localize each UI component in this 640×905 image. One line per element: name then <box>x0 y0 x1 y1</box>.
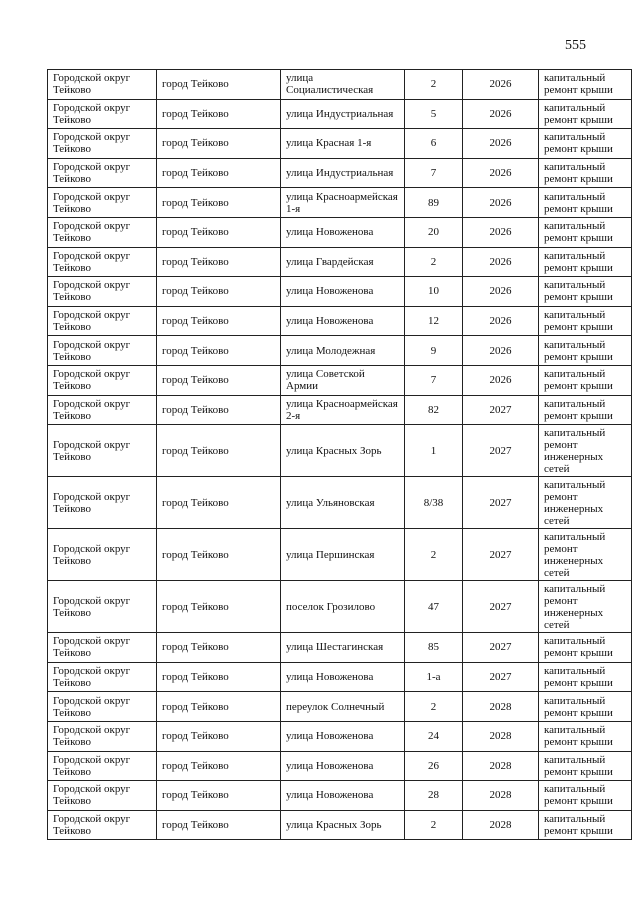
table-row <box>48 425 632 477</box>
locality-cell: город Тейково <box>157 581 281 633</box>
table-row <box>48 129 632 159</box>
municipality-cell: Городской округ Тейково <box>48 692 157 722</box>
municipality-cell: Городской округ Тейково <box>48 70 157 100</box>
house-number-cell: 5 <box>405 99 463 129</box>
street-cell: улица Новоженова <box>281 781 405 811</box>
year-cell: 2027 <box>463 425 539 477</box>
work-type-cell: капитальный ремонт инженерных сетей <box>539 529 632 581</box>
municipality-cell: Городской округ Тейково <box>48 529 157 581</box>
year-cell: 2026 <box>463 99 539 129</box>
house-number-cell: 7 <box>405 158 463 188</box>
street-cell: улица Социалистическая <box>281 70 405 100</box>
year-cell: 2026 <box>463 217 539 247</box>
street-cell: улица Советской Армии <box>281 365 405 395</box>
year-cell: 2026 <box>463 247 539 277</box>
municipality-cell: Городской округ Тейково <box>48 810 157 840</box>
municipality-cell: Городской округ Тейково <box>48 581 157 633</box>
street-cell: улица Першинская <box>281 529 405 581</box>
table-row <box>48 247 632 277</box>
house-number-cell: 24 <box>405 721 463 751</box>
table-row <box>48 692 632 722</box>
year-cell: 2026 <box>463 277 539 307</box>
year-cell: 2028 <box>463 751 539 781</box>
year-cell: 2027 <box>463 529 539 581</box>
locality-cell: город Тейково <box>157 70 281 100</box>
municipality-cell: Городской округ Тейково <box>48 395 157 425</box>
municipality-cell: Городской округ Тейково <box>48 721 157 751</box>
locality-cell: город Тейково <box>157 751 281 781</box>
locality-cell: город Тейково <box>157 529 281 581</box>
municipality-cell: Городской округ Тейково <box>48 781 157 811</box>
municipality-cell: Городской округ Тейково <box>48 247 157 277</box>
locality-cell: город Тейково <box>157 247 281 277</box>
street-cell: улица Гвардейская <box>281 247 405 277</box>
house-number-cell: 2 <box>405 70 463 100</box>
street-cell: улица Шестагинская <box>281 633 405 663</box>
street-cell: улица Новоженова <box>281 751 405 781</box>
table-row <box>48 158 632 188</box>
work-type-cell: капитальный ремонт крыши <box>539 188 632 218</box>
municipality-cell: Городской округ Тейково <box>48 217 157 247</box>
table-row <box>48 751 632 781</box>
street-cell: улица Индустриальная <box>281 99 405 129</box>
year-cell: 2026 <box>463 306 539 336</box>
street-cell: улица Новоженова <box>281 721 405 751</box>
house-number-cell: 1-а <box>405 662 463 692</box>
work-type-cell: капитальный ремонт крыши <box>539 751 632 781</box>
work-type-cell: капитальный ремонт крыши <box>539 99 632 129</box>
municipality-cell: Городской округ Тейково <box>48 425 157 477</box>
table-row <box>48 365 632 395</box>
municipality-cell: Городской округ Тейково <box>48 336 157 366</box>
municipality-cell: Городской округ Тейково <box>48 633 157 663</box>
table-row <box>48 633 632 663</box>
work-type-cell: капитальный ремонт крыши <box>539 247 632 277</box>
table-row <box>48 662 632 692</box>
year-cell: 2027 <box>463 581 539 633</box>
table-row <box>48 336 632 366</box>
house-number-cell: 89 <box>405 188 463 218</box>
street-cell: улица Новоженова <box>281 306 405 336</box>
table-row <box>48 395 632 425</box>
municipality-cell: Городской округ Тейково <box>48 662 157 692</box>
locality-cell: город Тейково <box>157 692 281 722</box>
house-number-cell: 2 <box>405 247 463 277</box>
table-row <box>48 99 632 129</box>
municipality-cell: Городской округ Тейково <box>48 99 157 129</box>
year-cell: 2027 <box>463 477 539 529</box>
municipality-cell: Городской округ Тейково <box>48 365 157 395</box>
locality-cell: город Тейково <box>157 633 281 663</box>
locality-cell: город Тейково <box>157 99 281 129</box>
house-number-cell: 82 <box>405 395 463 425</box>
year-cell: 2026 <box>463 336 539 366</box>
locality-cell: город Тейково <box>157 662 281 692</box>
work-type-cell: капитальный ремонт крыши <box>539 336 632 366</box>
street-cell: улица Новоженова <box>281 277 405 307</box>
street-cell: улица Новоженова <box>281 662 405 692</box>
house-number-cell: 47 <box>405 581 463 633</box>
work-type-cell: капитальный ремонт крыши <box>539 277 632 307</box>
house-number-cell: 85 <box>405 633 463 663</box>
locality-cell: город Тейково <box>157 395 281 425</box>
work-type-cell: капитальный ремонт крыши <box>539 810 632 840</box>
work-type-cell: капитальный ремонт крыши <box>539 158 632 188</box>
street-cell: улица Красных Зорь <box>281 810 405 840</box>
year-cell: 2026 <box>463 365 539 395</box>
table-row <box>48 581 632 633</box>
street-cell: переулок Солнечный <box>281 692 405 722</box>
locality-cell: город Тейково <box>157 810 281 840</box>
locality-cell: город Тейково <box>157 277 281 307</box>
year-cell: 2027 <box>463 662 539 692</box>
page-number: 555 <box>565 38 586 53</box>
work-type-cell: капитальный ремонт инженерных сетей <box>539 425 632 477</box>
table-row <box>48 306 632 336</box>
house-number-cell: 8/38 <box>405 477 463 529</box>
year-cell: 2026 <box>463 129 539 159</box>
locality-cell: город Тейково <box>157 425 281 477</box>
table-body <box>48 70 632 840</box>
street-cell: улица Молодежная <box>281 336 405 366</box>
work-type-cell: капитальный ремонт крыши <box>539 721 632 751</box>
municipality-cell: Городской округ Тейково <box>48 188 157 218</box>
table-row <box>48 277 632 307</box>
work-type-cell: капитальный ремонт крыши <box>539 365 632 395</box>
work-type-cell: капитальный ремонт крыши <box>539 70 632 100</box>
house-number-cell: 20 <box>405 217 463 247</box>
house-number-cell: 28 <box>405 781 463 811</box>
table-row <box>48 70 632 100</box>
locality-cell: город Тейково <box>157 188 281 218</box>
street-cell: улица Красных Зорь <box>281 425 405 477</box>
locality-cell: город Тейково <box>157 721 281 751</box>
year-cell: 2028 <box>463 810 539 840</box>
work-type-cell: капитальный ремонт крыши <box>539 662 632 692</box>
house-number-cell: 1 <box>405 425 463 477</box>
locality-cell: город Тейково <box>157 477 281 529</box>
street-cell: улица Красноармейская 2-я <box>281 395 405 425</box>
locality-cell: город Тейково <box>157 306 281 336</box>
street-cell: улица Ульяновская <box>281 477 405 529</box>
table-row <box>48 721 632 751</box>
work-type-cell: капитальный ремонт крыши <box>539 633 632 663</box>
table-row <box>48 188 632 218</box>
house-number-cell: 2 <box>405 692 463 722</box>
year-cell: 2028 <box>463 781 539 811</box>
locality-cell: город Тейково <box>157 365 281 395</box>
street-cell: улица Индустриальная <box>281 158 405 188</box>
municipality-cell: Городской округ Тейково <box>48 158 157 188</box>
year-cell: 2026 <box>463 158 539 188</box>
year-cell: 2026 <box>463 188 539 218</box>
street-cell: поселок Грозилово <box>281 581 405 633</box>
locality-cell: город Тейково <box>157 129 281 159</box>
work-type-cell: капитальный ремонт крыши <box>539 129 632 159</box>
work-type-cell: капитальный ремонт инженерных сетей <box>539 581 632 633</box>
house-number-cell: 12 <box>405 306 463 336</box>
house-number-cell: 7 <box>405 365 463 395</box>
municipality-cell: Городской округ Тейково <box>48 129 157 159</box>
municipality-cell: Городской округ Тейково <box>48 306 157 336</box>
municipality-cell: Городской округ Тейково <box>48 477 157 529</box>
street-cell: улица Новоженова <box>281 217 405 247</box>
year-cell: 2026 <box>463 70 539 100</box>
work-type-cell: капитальный ремонт крыши <box>539 692 632 722</box>
municipality-cell: Городской округ Тейково <box>48 751 157 781</box>
locality-cell: город Тейково <box>157 158 281 188</box>
work-type-cell: капитальный ремонт крыши <box>539 217 632 247</box>
table-row <box>48 810 632 840</box>
work-type-cell: капитальный ремонт инженерных сетей <box>539 477 632 529</box>
locality-cell: город Тейково <box>157 336 281 366</box>
house-number-cell: 2 <box>405 810 463 840</box>
street-cell: улица Красная 1-я <box>281 129 405 159</box>
house-number-cell: 2 <box>405 529 463 581</box>
table-row <box>48 529 632 581</box>
repair-program-table <box>47 69 632 840</box>
street-cell: улица Красноармейская 1-я <box>281 188 405 218</box>
table-row <box>48 217 632 247</box>
work-type-cell: капитальный ремонт крыши <box>539 781 632 811</box>
house-number-cell: 9 <box>405 336 463 366</box>
year-cell: 2027 <box>463 633 539 663</box>
locality-cell: город Тейково <box>157 781 281 811</box>
municipality-cell: Городской округ Тейково <box>48 277 157 307</box>
year-cell: 2027 <box>463 395 539 425</box>
work-type-cell: капитальный ремонт крыши <box>539 395 632 425</box>
house-number-cell: 6 <box>405 129 463 159</box>
year-cell: 2028 <box>463 721 539 751</box>
work-type-cell: капитальный ремонт крыши <box>539 306 632 336</box>
locality-cell: город Тейково <box>157 217 281 247</box>
table-row <box>48 781 632 811</box>
house-number-cell: 26 <box>405 751 463 781</box>
table-row <box>48 477 632 529</box>
year-cell: 2028 <box>463 692 539 722</box>
house-number-cell: 10 <box>405 277 463 307</box>
